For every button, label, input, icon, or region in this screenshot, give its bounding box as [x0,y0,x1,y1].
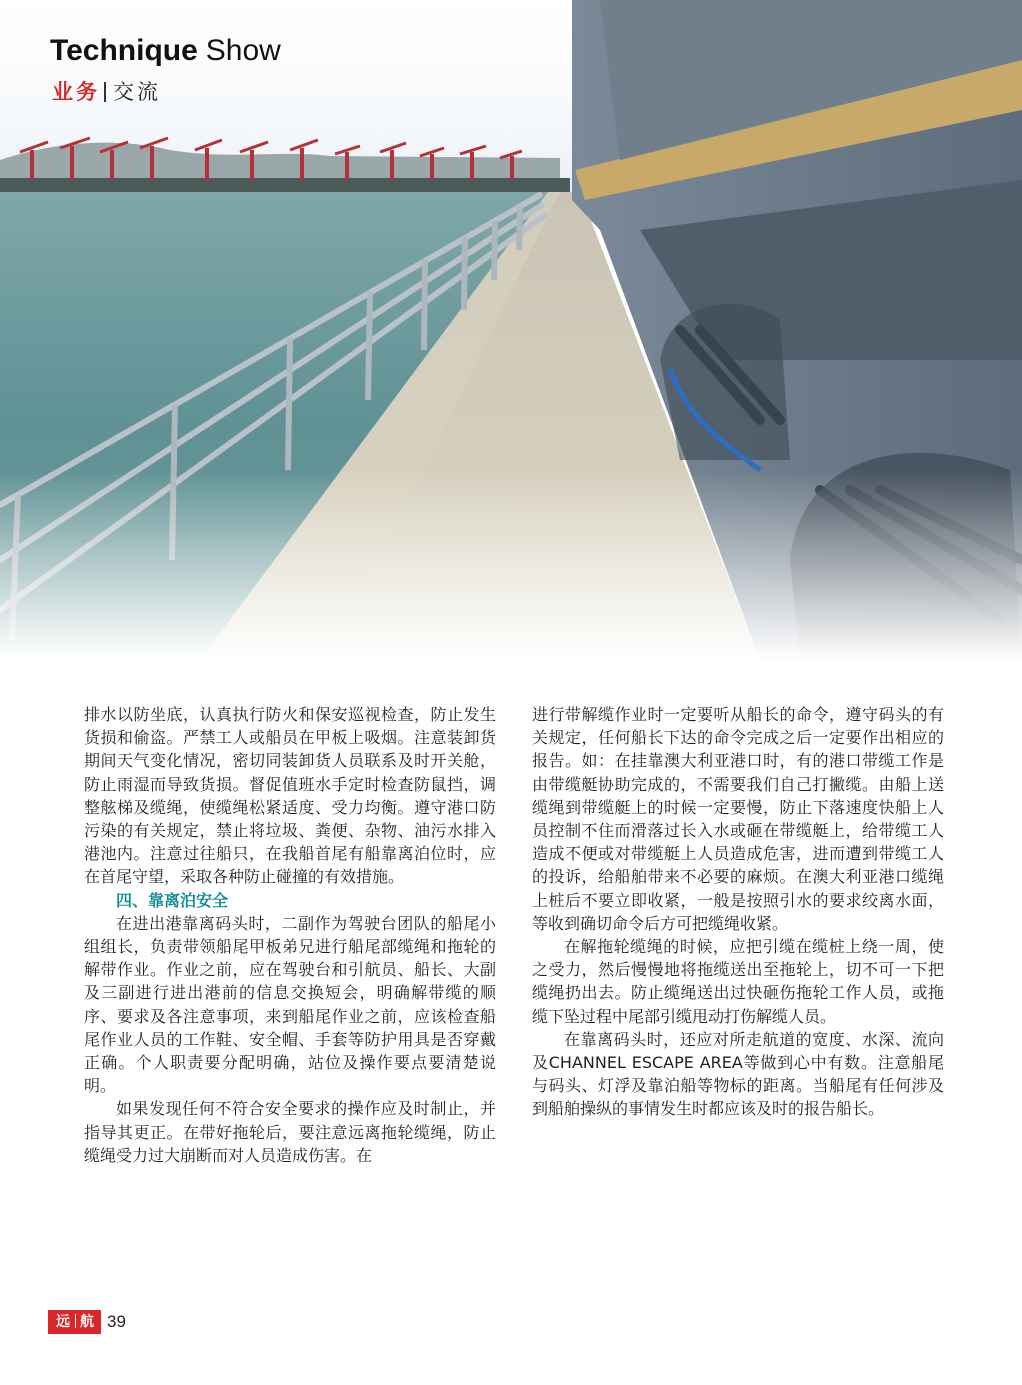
paragraph: 在靠离码头时，还应对所走航道的宽度、水深、流向及CHANNEL ESCAPE AREA等做到心中有数。注意船尾与码头、灯浮及靠泊船等物标的距离。当船尾有任何涉及到船舶操纵的事情发生时都应该及时的报告船长。 [532,1029,944,1119]
section-title-light: Show [205,34,281,67]
paragraph: 如果发现任何不符合安全要求的操作应及时制止，并指导其更正。在带好拖轮后，要注意远离拖轮缆绳，防止缆绳受力过大崩断而对人员造成伤害。在 [84,1099,496,1165]
magazine-badge [48,1310,101,1334]
section-title-chinese [52,78,161,106]
paragraph: 排水以防坐底，认真执行防火和保安巡视检查，防止发生货损和偷盗。严禁工人或船员在甲板上吸烟。注意装卸货期间天气变化情况，密切同装卸货人员联系及时开关舱，防止雨湿而导致货损。督促值班水手定时检查防鼠挡，调整舷梯及缆绳，使缆绳松紧适度、受力均衡。遵守港口防污染的有关规定，禁止将垃圾、粪便、杂物、油污水排入港池内。注意过往船只，在我船首尾有船靠离泊位时，应在首尾守望，采取各种防止碰撞的有效措施。 [84,705,496,887]
magazine-name-char: 远 [56,1314,71,1330]
page-number: 39 [107,1312,126,1331]
paragraph: 在解拖轮缆绳的时候，应把引缆在缆桩上绕一周，使之受力，然后慢慢地将拖缆送出至拖轮上，切不可一下把缆绳扔出去。防止缆绳送出过快砸伤拖轮工作人员，或拖缆下坠过程中尾部引缆甩动打伤解缆人员。 [532,937,944,1026]
paragraph: 进行带解缆作业时一定要听从船长的命令，遵守码头的有关规定，任何船长下达的命令完成之后一定要作出相应的报告。如：在挂靠澳大利亚港口时，有的港口带缆工作是由带缆艇协助完成的，不需要我们自己打撇缆。由船上送缆绳到带缆艇上的时候一定要慢，防止下落速度快船上人员控制不住而滑落过长入水或砸在带缆艇上，给带缆工人造成不便或对带缆艇上人员造成危害，进而遭到带缆工人的投诉，给船舶带来不必要的麻烦。在澳大利亚港口缆绳上桩后不要立即收紧，一般是按照引水的要求绞离水面，等收到确切命令后方可把缆绳收紧。 [532,705,944,933]
paragraph: 在进出港靠离码头时，二副作为驾驶台团队的船尾小组组长，负责带领船尾甲板弟兄进行船尾部缆绳和拖轮的解带作业。作业之前，应在驾驶台和引航员、船长、大副及三副进行进出港前的信息交换短会，明确解带缆的顺序、要求及各注意事项，来到船尾作业之前，应该检查船尾作业人员的工作鞋、安全帽、手套等防护用具是否穿戴正确。个人职责要分配明确，站位及操作要点要清楚说明。 [84,913,496,1096]
section-label-dark: 交流 [113,80,161,104]
section-label-red: 业务 [52,80,100,104]
section-title-bold: Technique [50,34,198,67]
article-column-right [532,703,944,1121]
section-heading: 四、靠离泊安全 [116,890,229,910]
page-footer [48,1310,126,1336]
section-divider [104,82,106,102]
article-column-left [84,703,496,1167]
magazine-name-char: 航 [80,1314,95,1330]
badge-divider [75,1314,76,1328]
section-title-english [50,32,281,70]
